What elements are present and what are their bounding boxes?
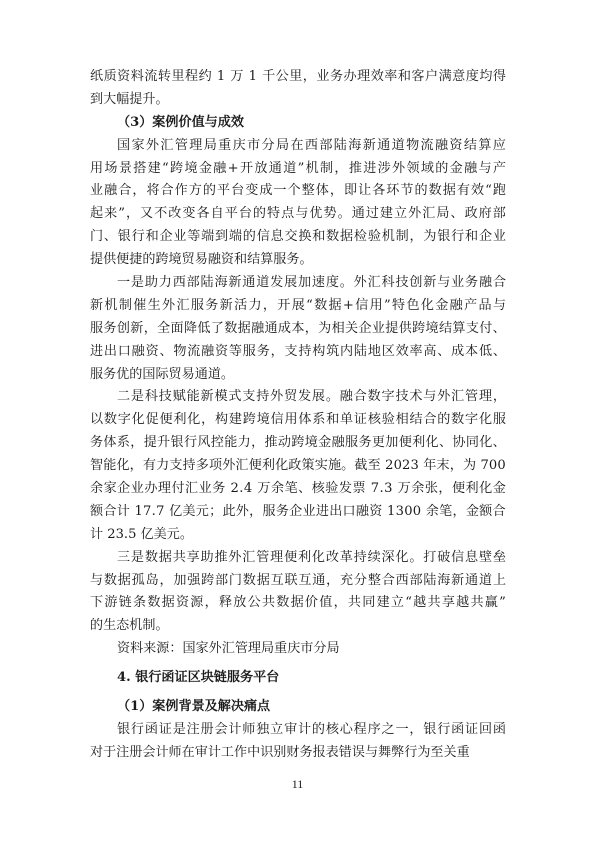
text-line: 纸 质 资 料 流 转 里 程 约 1 万 1 千 公 里 ， 业 务 办 理 效 率 和 客 户 满 意 度 均 得	[90, 69, 506, 84]
text-line: 额 合 计 1 7 . 7 亿 美 元 ； 此 外 ， 服 务 企 业 进 出 口 融 资 1 3 0 0 余 笔 ， 金 额 合	[90, 503, 506, 519]
section-heading	[90, 667, 506, 690]
text-line: 进 出 口 融 资 、 物 流 融 资 等 服 务 ， 支 持 构 筑 内 陆 地 区 效 率 高 、 成 本 低 、	[90, 343, 506, 359]
text-line: 资料来源：国家外汇管理局重庆市分局	[117, 641, 340, 657]
text-line: 智 能 化 ， 有 力 支 持 多 项 外 汇 便 利 化 政 策 实 施 。 截 至 2 0 2 3 年 末 ， 为 7 0 0	[90, 458, 506, 474]
paragraph	[90, 547, 506, 639]
text-line: 4. 银行函证区块链服务平台	[117, 670, 280, 686]
paragraph	[90, 135, 506, 272]
text-line: 与 数 据 孤 岛 ， 加 强 跨 部 门 数 据 互 联 互 通 ， 充 分 整 合 西 部 陆 海 新 通 道 上	[90, 572, 506, 588]
text-line: 三 是 数 据 共 享 助 推 外 汇 管 理 便 利 化 改 革 持 续 深 化 。 打 破 信 息 壁 垒	[117, 549, 506, 565]
text-line: 余 家 企 业 办 理 付 汇 业 务 2 . 4 万 余 笔 、 核 验 发 票 7 . 3 万 余 张 ， 便 利 化 金	[90, 481, 506, 497]
section-heading	[90, 112, 506, 135]
paragraph	[90, 386, 506, 546]
text-line: 服务优的国际贸易通道。	[90, 366, 235, 382]
paragraph	[90, 719, 506, 765]
text-line: 银 行 函 证 是 注 册 会 计 师 独 立 审 计 的 核 心 程 序 之 一 ， 银 行 函 证 回 函	[117, 721, 506, 737]
text-line: 用 场 景 搭 建 “ 跨 境 金 融 + 开 放 通 道 ” 机 制 ， 推 进 涉 外 领 域 的 金 融 与 产	[90, 160, 506, 176]
text-line: （3）案例价值与成效	[117, 114, 244, 130]
text-line: 服 务 创 新 ， 全 面 降 低 了 数 据 融 通 成 本 ， 为 相 关 企 业 提 供 跨 境 结 算 支 付 、	[90, 320, 506, 336]
text-line: 国 家 外 汇 管 理 局 重 庆 市 分 局 在 西 部 陆 海 新 通 道 物 流 融 资 结 算 应	[117, 137, 506, 153]
text-line: 以 数 字 化 促 便 利 化 ， 构 建 跨 境 信 用 体 系 和 单 证 核 验 相 结 合 的 数 字 化 服	[90, 412, 506, 428]
text-line: 下 游 链 条 数 据 资 源 ， 释 放 公 共 数 据 价 值 ， 共 同 建 立 “ 越 共 享 越 共 赢 ”	[90, 595, 506, 611]
text-line: 新 机 制 催 生 外 汇 服 务 新 活 力 ， 开 展 “ 数 据 + 信 用 ” 特 色 化 金 融 产 品 与	[90, 297, 506, 313]
page-number: 11	[291, 777, 304, 791]
text-line: 业 融 合 ， 将 合 作 方 的 平 台 变 成 一 个 整 体 ， 即 让 各 环 节 的 数 据 有 效 “ 跑	[90, 183, 506, 199]
paragraph	[90, 66, 506, 112]
section-heading	[90, 696, 506, 719]
text-line: 务 体 系 ， 提 升 银 行 风 控 能 力 ， 推 动 跨 境 金 融 服 务 更 加 便 利 化 、 协 同 化 、	[90, 435, 506, 451]
paragraph	[90, 272, 506, 386]
text-line: 二 是 科 技 赋 能 新 模 式 支 持 外 贸 发 展 。 融 合 数 字 技 术 与 外 汇 管 理 ，	[117, 389, 506, 405]
text-line: 一 是 助 力 西 部 陆 海 新 通 道 发 展 加 速 度 。 外 汇 科 技 创 新 与 业 务 融 合	[117, 275, 506, 291]
text-line: 计 23.5 亿美元。	[90, 526, 193, 542]
text-line: （1）案例背景及解决痛点	[117, 699, 271, 715]
text-line: 对于注册会计师在审计工作中识别财务报表错误与舞弊行为至关重	[90, 744, 470, 760]
text-line: 到大幅提升。	[90, 91, 169, 107]
text-line: 起 来 ” ， 又 不 改 变 各 自 平 台 的 特 点 与 优 势 。 通 过 建 立 外 汇 局 、 政 府 部	[90, 206, 506, 222]
paragraph	[90, 638, 506, 661]
document-body	[90, 66, 506, 765]
text-line: 的生态机制。	[90, 618, 169, 634]
text-line: 提供便捷的跨境贸易融资和结算服务。	[90, 252, 313, 268]
text-line: 门 、 银 行 和 企 业 等 端 到 端 的 信 息 交 换 和 数 据 检 验 机 制 ， 为 银 行 和 企 业	[90, 229, 506, 245]
